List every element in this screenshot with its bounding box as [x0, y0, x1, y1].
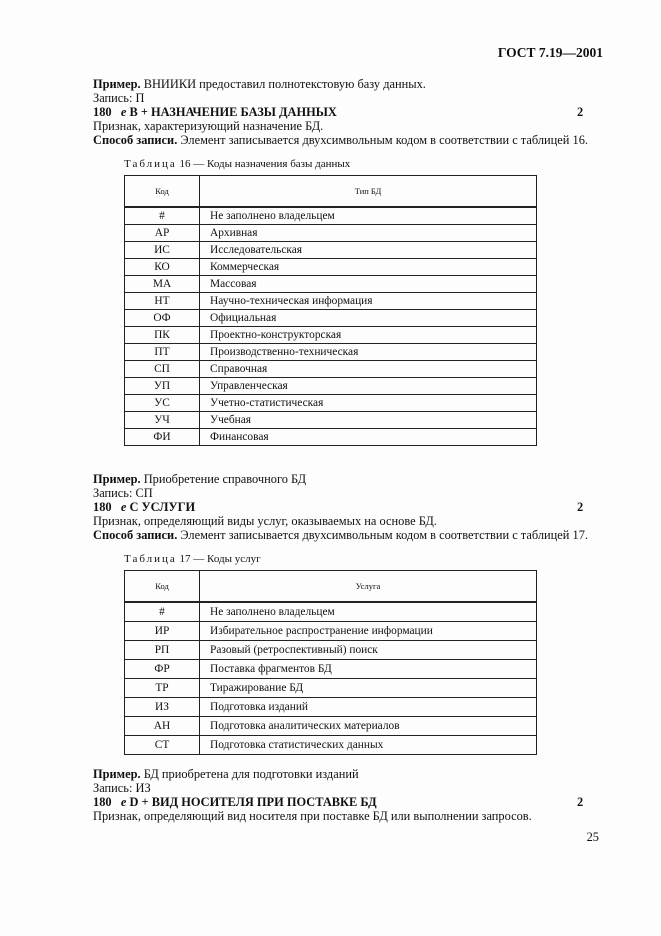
name-cell: Избирательное распространение информации: [200, 622, 537, 641]
code-cell: ФИ: [125, 429, 200, 446]
code-cell: #: [125, 207, 200, 225]
table-row: [125, 717, 537, 736]
code-cell: ПТ: [125, 344, 200, 361]
page-number: 25: [586, 830, 599, 844]
element-code: 180: [93, 795, 112, 809]
table-row: [125, 429, 537, 446]
element-subfield: е: [120, 500, 127, 514]
table-caption-word: Таблица: [124, 158, 177, 170]
element-level: 2: [577, 105, 584, 119]
record-method: [93, 133, 588, 147]
column-header-type: Тип БД: [200, 176, 537, 208]
name-cell: Исследовательская: [200, 242, 537, 259]
table-caption-text: 17 — Коды услуг: [176, 553, 261, 565]
table-row: [125, 259, 537, 276]
table-row: [125, 736, 537, 755]
name-cell: Научно-техническая информация: [200, 293, 537, 310]
table-row: [125, 225, 537, 242]
name-cell: Управленческая: [200, 378, 537, 395]
table-row: [125, 327, 537, 344]
table-row: [125, 207, 537, 225]
element-subfield: е: [120, 795, 127, 809]
name-cell: Справочная: [200, 361, 537, 378]
table-caption: [124, 157, 350, 171]
method-label: Способ записи.: [93, 133, 178, 147]
table-row: [125, 622, 537, 641]
column-header-code: Код: [125, 176, 200, 208]
example-text: Приобретение справочного БД: [140, 472, 307, 486]
example-paragraph: [93, 767, 359, 781]
name-cell: Архивная: [200, 225, 537, 242]
element-code: 180: [93, 500, 112, 514]
code-cell: МА: [125, 276, 200, 293]
element-level: 2: [577, 795, 584, 809]
element-title: С УСЛУГИ: [129, 500, 196, 514]
name-cell: Производственно-техническая: [200, 344, 537, 361]
method-label: Способ записи.: [93, 528, 178, 542]
element-title: В + НАЗНАЧЕНИЕ БАЗЫ ДАННЫХ: [129, 105, 337, 119]
method-text: Элемент записывается двухсимвольным кодом в соответствии с таблицей 16.: [177, 133, 589, 147]
code-cell: СТ: [125, 736, 200, 755]
table-16: [124, 175, 537, 446]
name-cell: Не заполнено владельцем: [200, 602, 537, 622]
table-17: [124, 570, 537, 755]
name-cell: Коммерческая: [200, 259, 537, 276]
code-cell: УС: [125, 395, 200, 412]
element-heading: [93, 500, 195, 514]
table-row: [125, 310, 537, 327]
code-cell: #: [125, 602, 200, 622]
code-cell: РП: [125, 641, 200, 660]
table-row: [125, 641, 537, 660]
code-cell: ИС: [125, 242, 200, 259]
code-cell: ИР: [125, 622, 200, 641]
name-cell: Подготовка изданий: [200, 698, 537, 717]
table-row: [125, 698, 537, 717]
example-label: Пример.: [93, 472, 141, 486]
table-header-row: [125, 176, 537, 208]
element-description: Признак, определяющий вид носителя при поставке БД или выполнении запросов.: [93, 809, 532, 823]
column-header-service: Услуга: [200, 571, 537, 603]
code-cell: СП: [125, 361, 200, 378]
element-heading: [93, 795, 377, 809]
code-cell: ФР: [125, 660, 200, 679]
document-standard-id: ГОСТ 7.19—2001: [497, 45, 603, 60]
table-caption-text: 16 — Коды назначения базы данных: [176, 158, 351, 170]
code-cell: УП: [125, 378, 200, 395]
record-line: Запись: СП: [93, 486, 153, 500]
table-row: [125, 412, 537, 429]
table-header-row: [125, 571, 537, 603]
record-method: [93, 528, 588, 542]
name-cell: Финансовая: [200, 429, 537, 446]
element-description: Признак, определяющий виды услуг, оказываемых на основе БД.: [93, 514, 437, 528]
name-cell: Проектно-конструкторская: [200, 327, 537, 344]
code-cell: АН: [125, 717, 200, 736]
code-cell: УЧ: [125, 412, 200, 429]
example-text: БД приобретена для подготовки изданий: [140, 767, 359, 781]
table-row: [125, 276, 537, 293]
name-cell: Подготовка аналитических материалов: [200, 717, 537, 736]
example-paragraph: [93, 77, 426, 91]
code-cell: КО: [125, 259, 200, 276]
name-cell: Поставка фрагментов БД: [200, 660, 537, 679]
example-paragraph: [93, 472, 306, 486]
table-row: [125, 344, 537, 361]
element-heading: [93, 105, 337, 119]
record-line: Запись: П: [93, 91, 145, 105]
name-cell: Не заполнено владельцем: [200, 207, 537, 225]
column-header-code: Код: [125, 571, 200, 603]
table-row: [125, 293, 537, 310]
element-description: Признак, характеризующий назначение БД.: [93, 119, 324, 133]
element-level: 2: [577, 500, 584, 514]
name-cell: Разовый (ретроспективный) поиск: [200, 641, 537, 660]
table-row: [125, 660, 537, 679]
record-line: Запись: ИЗ: [93, 781, 151, 795]
table-row: [125, 395, 537, 412]
name-cell: Массовая: [200, 276, 537, 293]
example-label: Пример.: [93, 767, 141, 781]
table-row: [125, 242, 537, 259]
table-row: [125, 602, 537, 622]
code-cell: ТР: [125, 679, 200, 698]
example-label: Пример.: [93, 77, 141, 91]
table-row: [125, 378, 537, 395]
element-subfield: е: [120, 105, 127, 119]
code-cell: ОФ: [125, 310, 200, 327]
name-cell: Подготовка статистических данных: [200, 736, 537, 755]
element-code: 180: [93, 105, 112, 119]
name-cell: Учебная: [200, 412, 537, 429]
table-caption-word: Таблица: [124, 553, 177, 565]
name-cell: Тиражирование БД: [200, 679, 537, 698]
example-text: ВНИИКИ предоставил полнотекстовую базу данных.: [140, 77, 426, 91]
table-row: [125, 361, 537, 378]
code-cell: НТ: [125, 293, 200, 310]
name-cell: Официальная: [200, 310, 537, 327]
table-caption: [124, 552, 261, 566]
code-cell: ПК: [125, 327, 200, 344]
element-title: D + ВИД НОСИТЕЛЯ ПРИ ПОСТАВКЕ БД: [129, 795, 377, 809]
code-cell: АР: [125, 225, 200, 242]
name-cell: Учетно-статистическая: [200, 395, 537, 412]
method-text: Элемент записывается двухсимвольным кодом в соответствии с таблицей 17.: [177, 528, 589, 542]
table-row: [125, 679, 537, 698]
code-cell: ИЗ: [125, 698, 200, 717]
